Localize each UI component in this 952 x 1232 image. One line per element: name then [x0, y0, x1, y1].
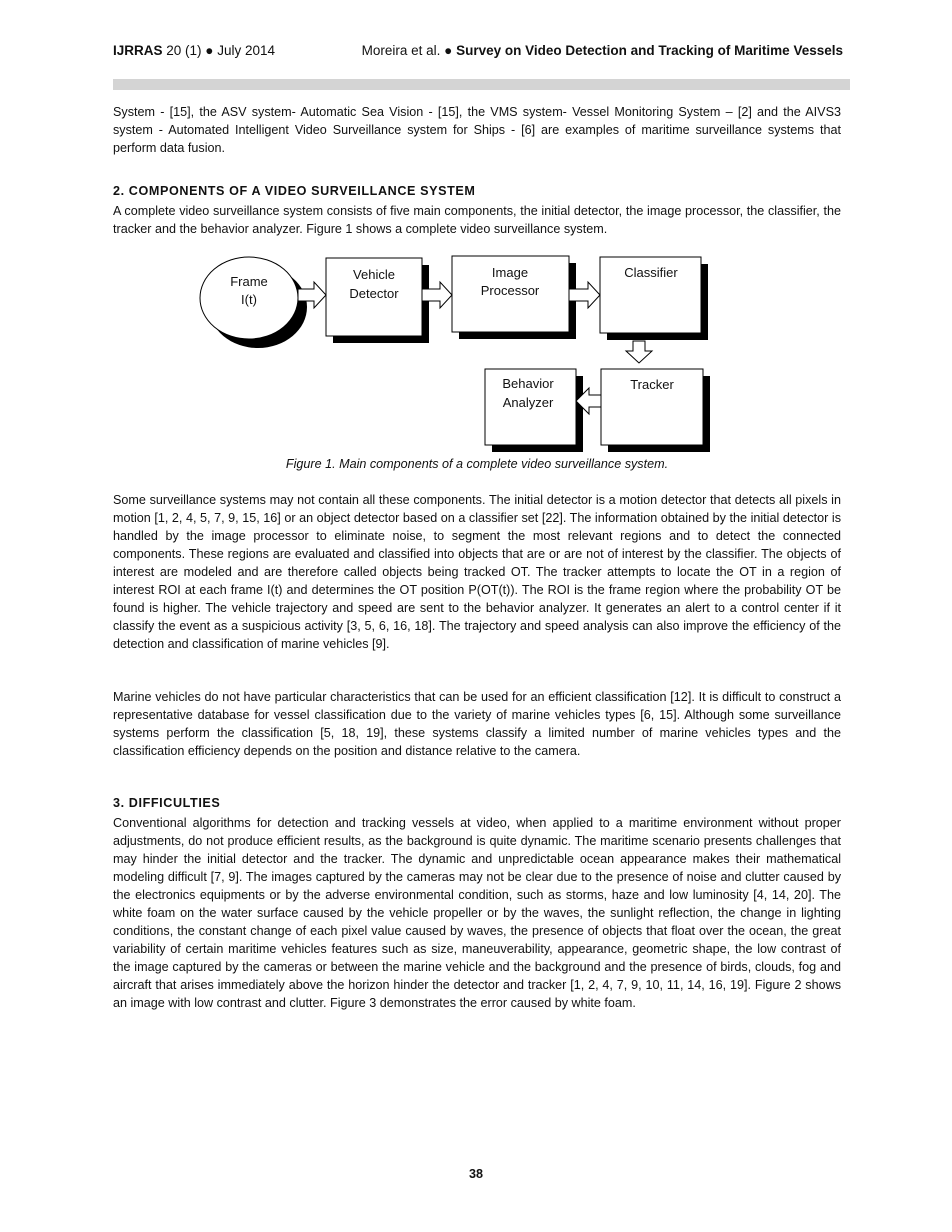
- section-2-intro: A complete video surveillance system consists of five main components, the initial detector, the image processor, the classifier, the tracker and the behavior analyzer. Figure 1 shows a complete video surveillance system.: [113, 204, 841, 236]
- section-2-paragraph-2: Marine vehicles do not have particular characteristics that can be used for an efficient classification [12]. It is difficult to construct a representative database for vessel classification due to the variety of marine vehicles types [6, 15]. Although some surveillance systems perform the classification [5, 18, 19], these systems classify a limited number of marine vehicles types and the classification efficiency depends on the position and distance relative to the camera.: [113, 690, 841, 758]
- processor-label-1: Image: [491, 265, 529, 280]
- header-paper-title: Survey on Video Detection and Tracking of Maritime Vessels: [456, 43, 843, 58]
- behavior-analyzer-node: [485, 369, 583, 452]
- analyzer-label-1: Behavior: [502, 376, 554, 391]
- page-number: 38: [468, 1167, 483, 1181]
- detector-label-2: Detector: [349, 286, 399, 301]
- section-2-heading: 2. COMPONENTS OF A VIDEO SURVEILLANCE SYSTEM: [113, 184, 476, 198]
- header-authors: Moreira et al. ●: [361, 43, 453, 58]
- classifier-label: Classifier: [624, 265, 678, 280]
- figure-1-diagram: [0, 0, 952, 470]
- frame-label-1: Frame: [230, 274, 268, 289]
- journal-issue: 20 (1) ● July 2014: [166, 43, 275, 58]
- arrow-classifier-to-tracker: [626, 341, 652, 363]
- section-3-paragraph: Conventional algorithms for detection and tracking vessels at video, when applied to a maritime environment without proper adjustments, do not produce efficient results, as the background is quite dynamic. The maritime scenario presents challenges that may hinder the initial detector and the tracker. The dynamic and unpredictable ocean appearance makes their mathematical modeling difficult [7, 9]. The images captured by the cameras may not be clear due to the presence of noise and clutter caused by the electronics equipments or by the adverse environmental condition, such as storms, haze and low luminosity [4, 14, 20]. The white foam on the water surface caused by the vehicle propeller or by the waves, the sunlight reflection, the change in lighting conditions, the constant change of each pixel value caused by waves, the presence of objects that float over the ocean, the great variability of certain maritime vehicles features such as size, maneuverability, appearance, geometric shape, the low contrast of the image captured by the cameras or between the marine vehicle and the background and the presence of birds, clouds, fog and aircraft that arises immediately above the horizon hinder the detector and tracker [1, 2, 4, 7, 9, 10, 11, 14, 16, 19]. Figure 2 shows an image with low contrast and clutter. Figure 3 demonstrates the error caused by white foam.: [113, 816, 841, 1010]
- tracker-node: [601, 369, 710, 452]
- figure-1-caption: Figure 1. Main components of a complete video surveillance system.: [285, 457, 669, 471]
- section-2-paragraph-1: Some surveillance systems may not contain all these components. The initial detector is a motion detector that detects all pixels in motion [1, 2, 4, 5, 7, 9, 15, 16] or an object detector based on a classifier set [22]. The information obtained by the initial detector is handled by the image processor to eliminate noise, to segment the most relevant regions and to detect the connected components. These regions are evaluated and classified into objects that are or are not of interest by the classifier. The objects of interest are modeled and are therefore called objects being tracked OT. The tracker attempts to locate the OT in a region of interest ROI at each frame I(t) and determines the OT position P(OT(t)). The ROI is the frame region where the probability OT be found is higher. The vehicle trajectory and speed are sent to the behavior analyzer. It generates an alert to a control center if it classify the event as a suspicious activity [3, 5, 6, 16, 18]. The trajectory and speed analysis can also improve the efficiency of the detection and classification of marine vehicles [9].: [113, 493, 841, 651]
- frame-label-2: I(t): [241, 292, 257, 307]
- detector-label-1: Vehicle: [353, 267, 395, 282]
- frame-node: [200, 257, 307, 348]
- tracker-label: Tracker: [630, 377, 674, 392]
- analyzer-label-2: Analyzer: [502, 395, 554, 410]
- classifier-node: [600, 257, 708, 340]
- journal-name: IJRRAS: [113, 43, 163, 58]
- image-processor-node: [452, 256, 576, 339]
- section-3-heading: 3. DIFFICULTIES: [113, 796, 221, 810]
- processor-label-2: Processor: [480, 283, 540, 298]
- intro-paragraph: System - [15], the ASV system- Automatic Sea Vision - [15], the VMS system- Vessel Monitoring System – [2] and the AIVS3 system - Automated Intelligent Video Surveillance system for Ships - [6] are examples of maritime surveillance systems that perform data fusion.: [113, 105, 841, 155]
- vehicle-detector-node: [326, 258, 429, 343]
